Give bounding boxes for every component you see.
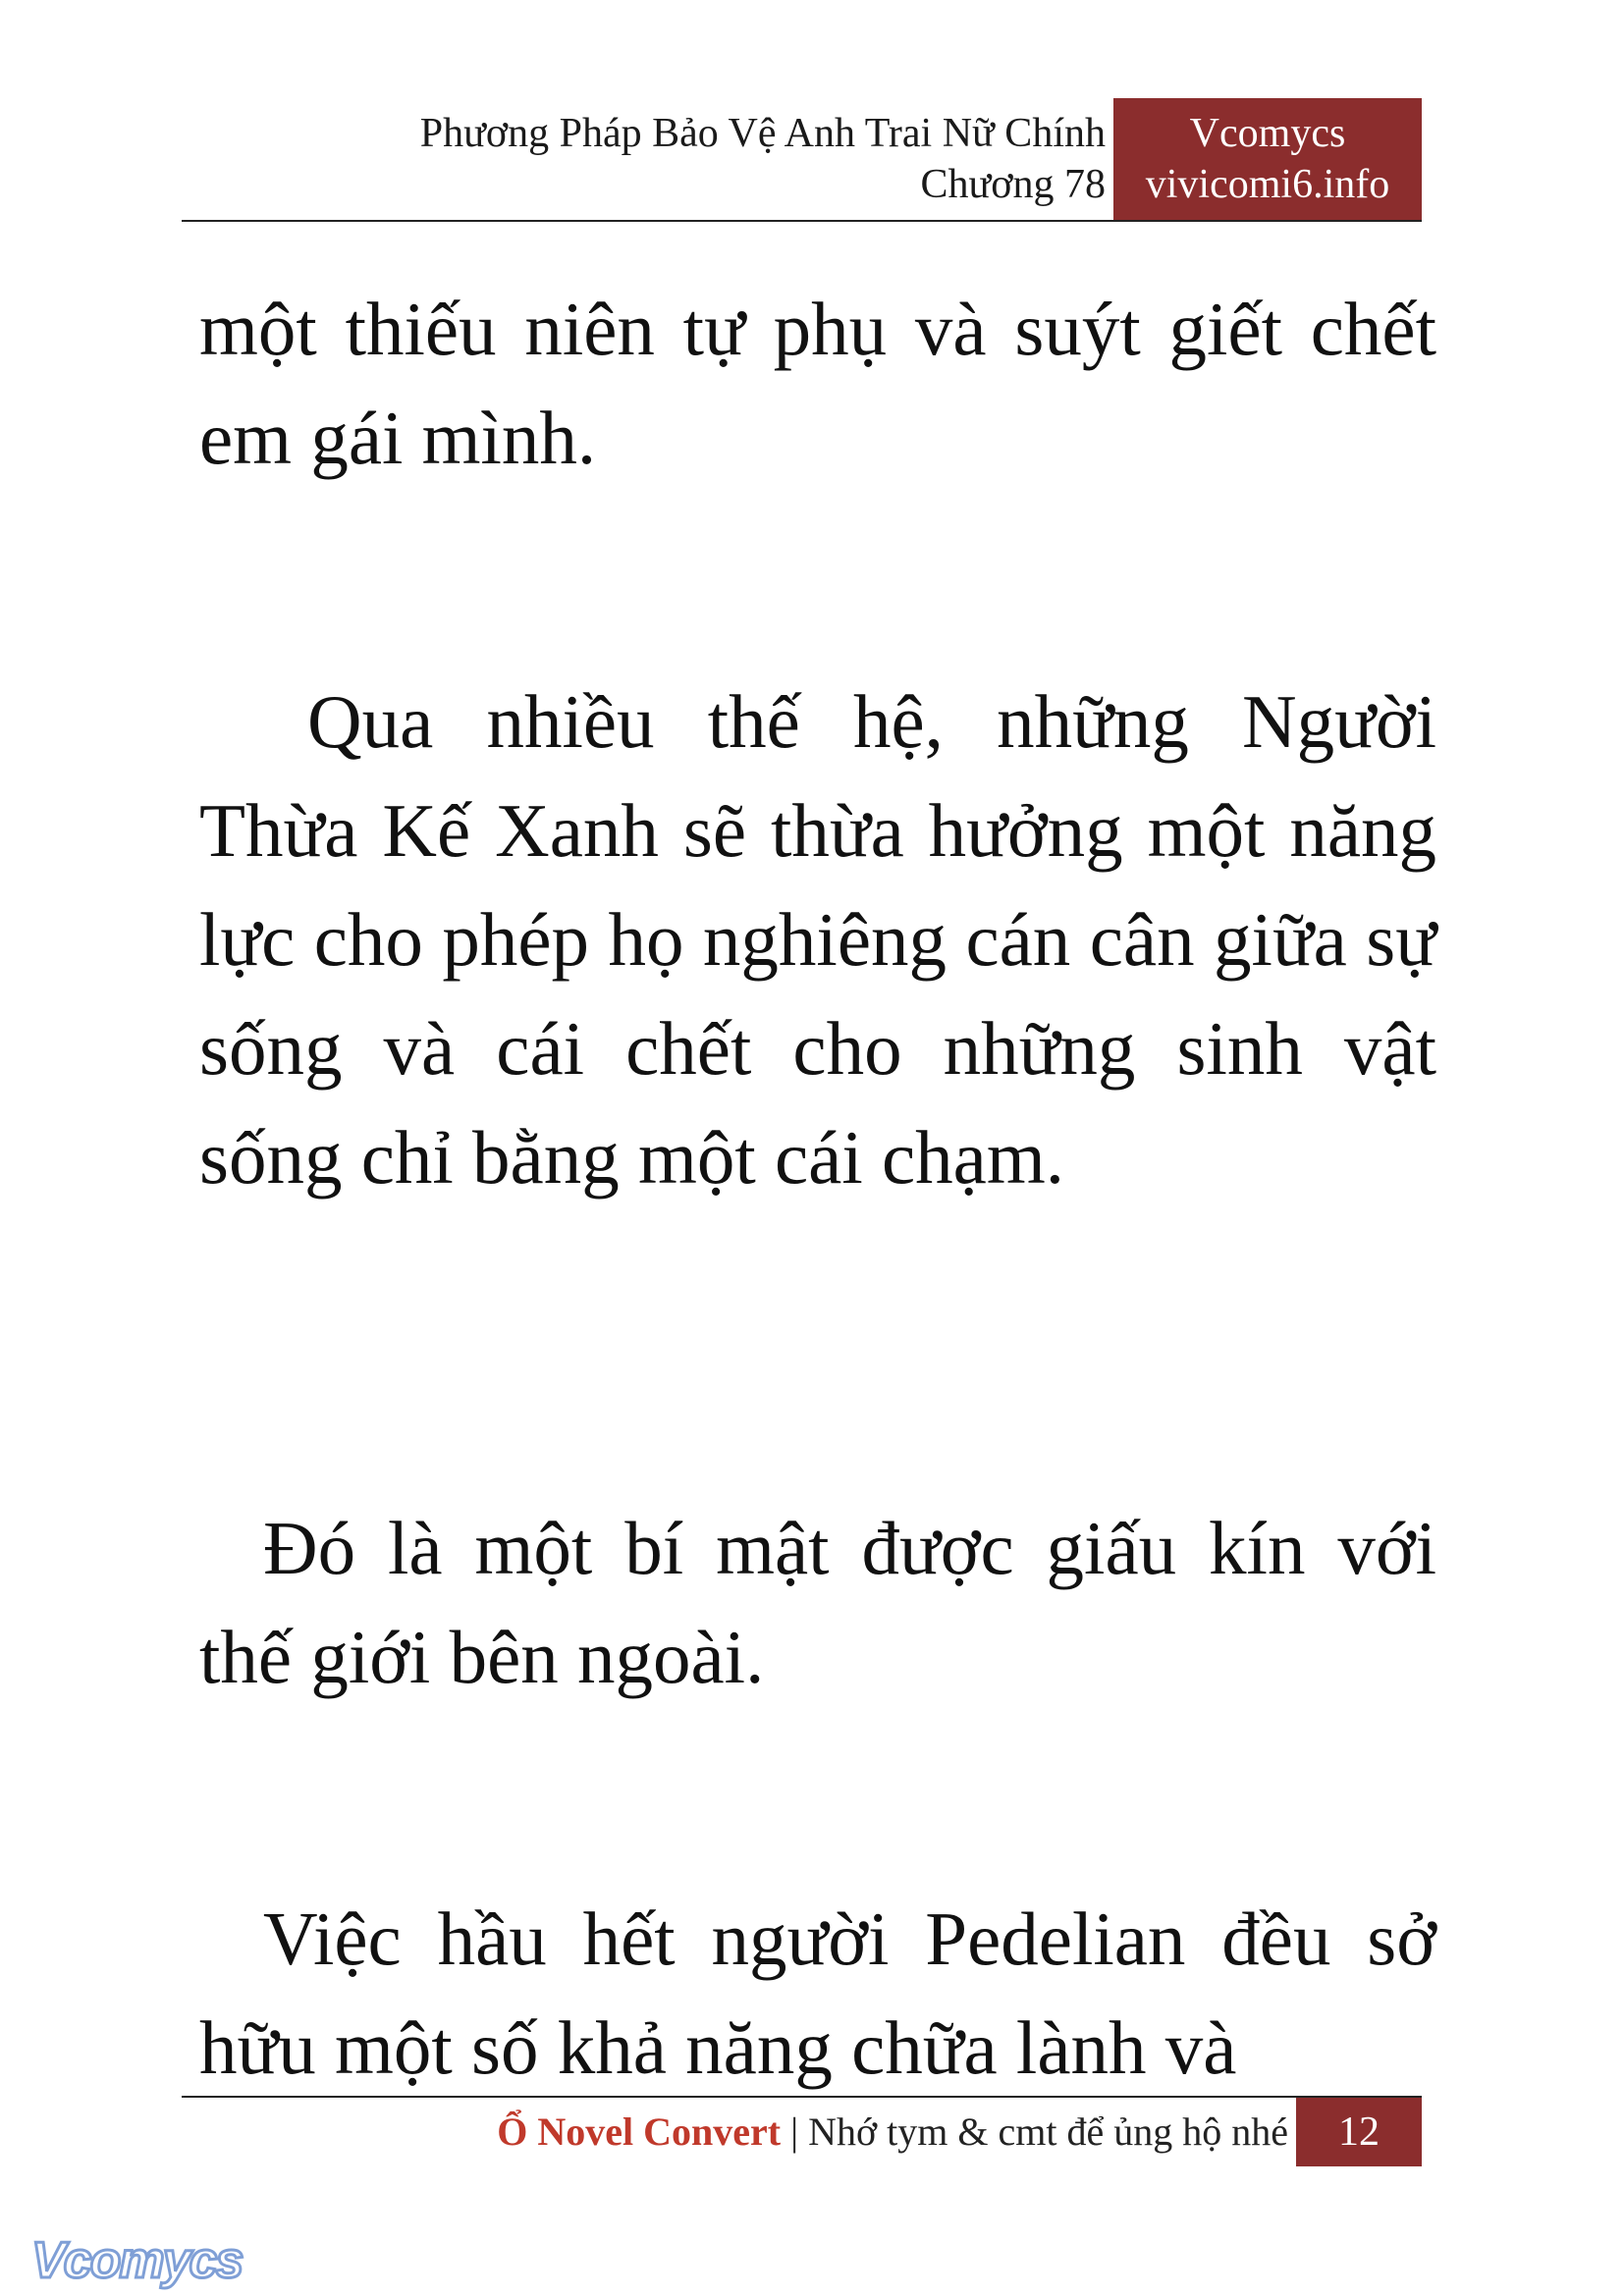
book-title: Phương Pháp Bảo Vệ Anh Trai Nữ Chính [419, 111, 1106, 156]
site-url: vivicomi6.info [1145, 162, 1390, 207]
svg-text:Vcomycs: Vcomycs [31, 2232, 243, 2289]
page-number: 12 [1296, 2098, 1422, 2166]
header-divider [182, 220, 1422, 222]
vcomycs-watermark-logo [27, 2226, 253, 2295]
paragraph-3: Đó là một bí mật được giấu kín với thế giới bên ngoài. [199, 1506, 1436, 1699]
page-footer [182, 2098, 1422, 2166]
paragraph-4: Việc hầu hết người Pedelian đều sở hữu một số khả năng chữa lành và [199, 1896, 1436, 2090]
footer-credit [497, 2108, 1288, 2157]
site-badge [1113, 98, 1422, 220]
paragraph-1: một thiếu niên tự phụ và suýt giết chết em gái mình. [199, 287, 1436, 480]
header-title-block [420, 108, 1106, 210]
chapter-label: Chương 78 [920, 162, 1106, 207]
footer-message: Nhớ tym & cmt để ủng hộ nhé [808, 2109, 1288, 2154]
site-name: Vcomycs [1189, 111, 1346, 156]
page-header [182, 98, 1422, 220]
footer-separator: | [790, 2109, 799, 2154]
footer-brand: Ổ Novel Convert [497, 2109, 782, 2154]
paragraph-2: Qua nhiều thế hệ, những Người Thừa Kế Xanh sẽ thừa hưởng một năng lực cho phép họ nghiêng cán cân giữa sự sống và cái chết cho những sinh vật sống chỉ bằng một cái chạm. [199, 679, 1436, 1200]
